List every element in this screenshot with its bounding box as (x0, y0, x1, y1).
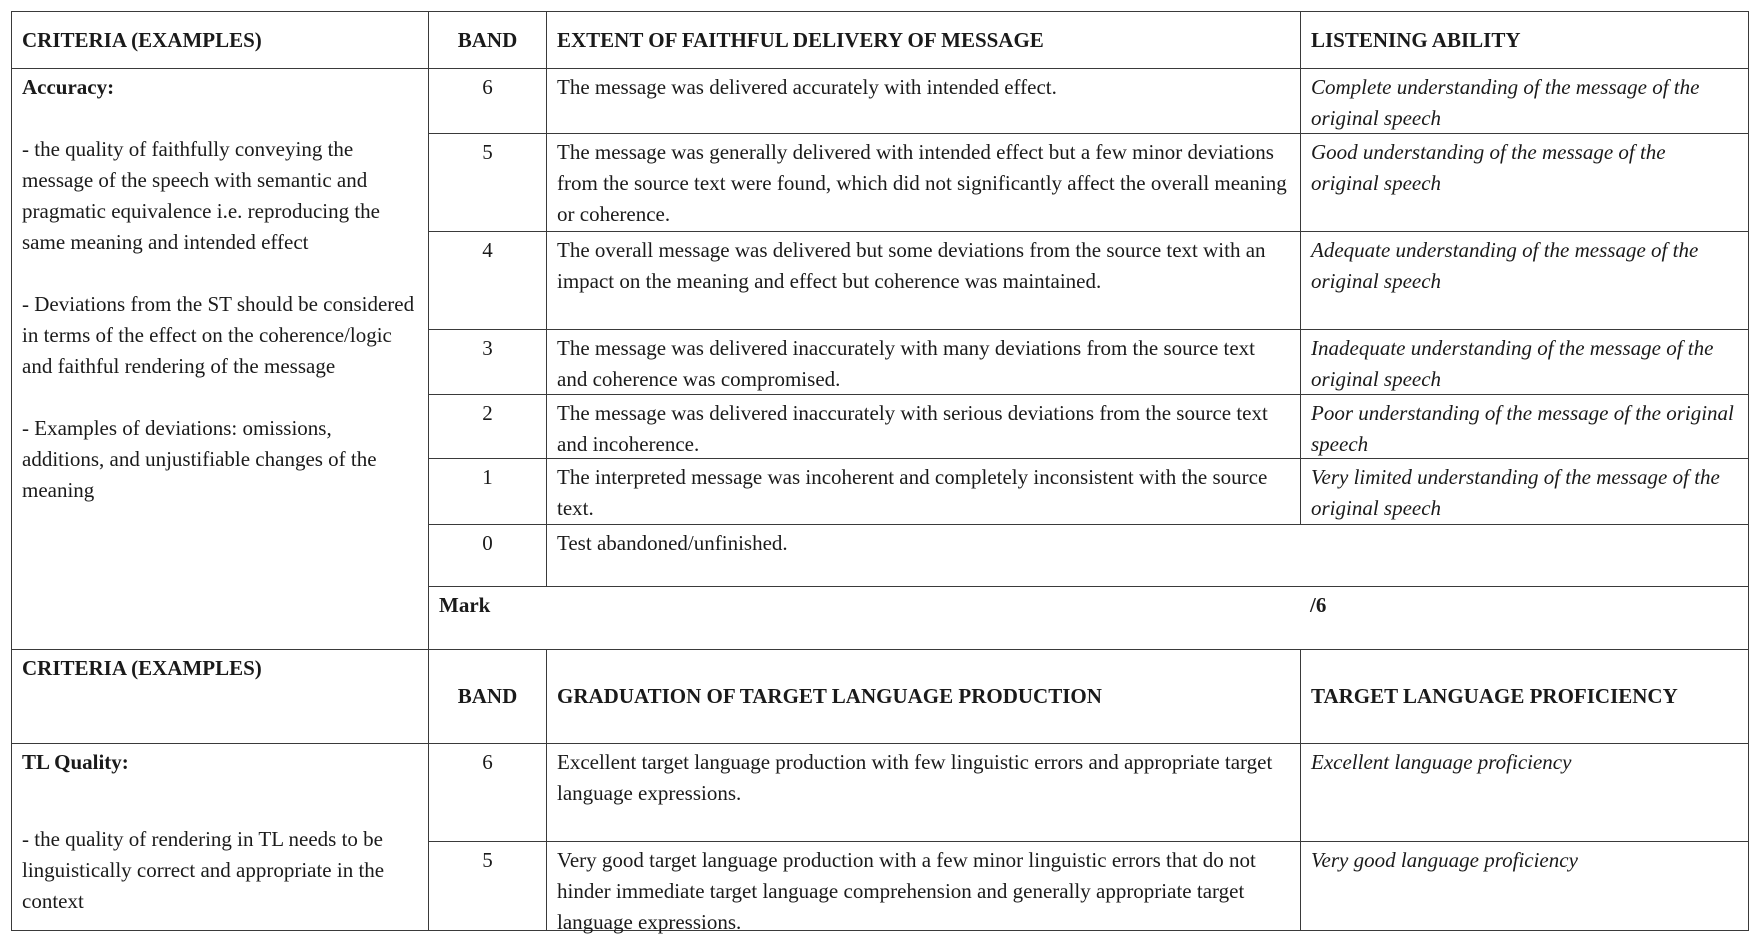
criteria-title: TL Quality: (22, 750, 129, 774)
description-header: GRADUATION OF TARGET LANGUAGE PRODUCTION (546, 649, 1301, 744)
mark-row (428, 586, 1749, 650)
proficiency-description: Very good language proficiency (1300, 841, 1749, 931)
band-value: 5 (428, 133, 547, 232)
listening-ability-header: LISTENING ABILITY (1300, 11, 1749, 69)
band-description: Excellent target language production with few linguistic errors and appropriate target language expressions. (546, 743, 1301, 842)
criteria-paragraph: - Deviations from the ST should be considered in terms of the effect on the coherence/logic and faithful rendering of the message (22, 292, 415, 378)
band-value: 6 (428, 743, 547, 842)
band-header: BAND (428, 649, 547, 744)
band-value: 0 (428, 524, 547, 587)
band-header: BAND (428, 11, 547, 69)
criteria-title: Accuracy: (22, 75, 115, 99)
ability-description: Very limited understanding of the message of the original speech (1300, 458, 1749, 525)
mark-value: /6 (1310, 593, 1327, 617)
band-description: The message was delivered accurately with intended effect. (546, 68, 1301, 134)
band-description: Very good target language production with a few minor linguistic errors that do not hinder immediate target language comprehension and generally appropriate target language expressions. (546, 841, 1301, 931)
criteria-header: CRITERIA (EXAMPLES) (11, 11, 429, 69)
ability-description: Complete understanding of the message of the original speech (1300, 68, 1749, 134)
mark-label: Mark (439, 593, 491, 617)
ability-description: Adequate understanding of the message of the original speech (1300, 231, 1749, 330)
proficiency-header: TARGET LANGUAGE PROFICIENCY (1300, 649, 1749, 744)
band-value: 5 (428, 841, 547, 931)
criteria-paragraph: - Examples of deviations: omissions, additions, and unjustifiable changes of the meaning (22, 416, 377, 502)
band-description: The message was generally delivered with intended effect but a few minor deviations from the source text were found, which did not significantly affect the overall meaning or coherence. (546, 133, 1301, 232)
band-description: The message was delivered inaccurately with serious deviations from the source text and incoherence. (546, 394, 1301, 459)
criteria-header: CRITERIA (EXAMPLES) (11, 649, 429, 744)
description-header: EXTENT OF FAITHFUL DELIVERY OF MESSAGE (546, 11, 1301, 69)
proficiency-description: Excellent language proficiency (1300, 743, 1749, 842)
band-value: 6 (428, 68, 547, 134)
band-description: The overall message was delivered but some deviations from the source text with an impact on the meaning and effect but coherence was maintained. (546, 231, 1301, 330)
ability-description: Inadequate understanding of the message of the original speech (1300, 329, 1749, 395)
accuracy-criteria-cell (11, 68, 429, 650)
band-value: 1 (428, 458, 547, 525)
band-description: The interpreted message was incoherent and completely inconsistent with the source text. (546, 458, 1301, 525)
tl-quality-criteria-cell (11, 743, 429, 931)
band-value: 4 (428, 231, 547, 330)
criteria-paragraph: - the quality of faithfully conveying the message of the speech with semantic and pragmatic equivalence i.e. reproducing the same meaning and intended effect (22, 137, 381, 254)
criteria-paragraph: - the quality of rendering in TL needs to be linguistically correct and appropriate in the context (22, 827, 385, 913)
band-description: Test abandoned/unfinished. (546, 524, 1749, 587)
band-value: 2 (428, 394, 547, 459)
ability-description: Good understanding of the message of the original speech (1300, 133, 1749, 232)
ability-description: Poor understanding of the message of the original speech (1300, 394, 1749, 459)
band-value: 3 (428, 329, 547, 395)
band-description: The message was delivered inaccurately with many deviations from the source text and coherence was compromised. (546, 329, 1301, 395)
